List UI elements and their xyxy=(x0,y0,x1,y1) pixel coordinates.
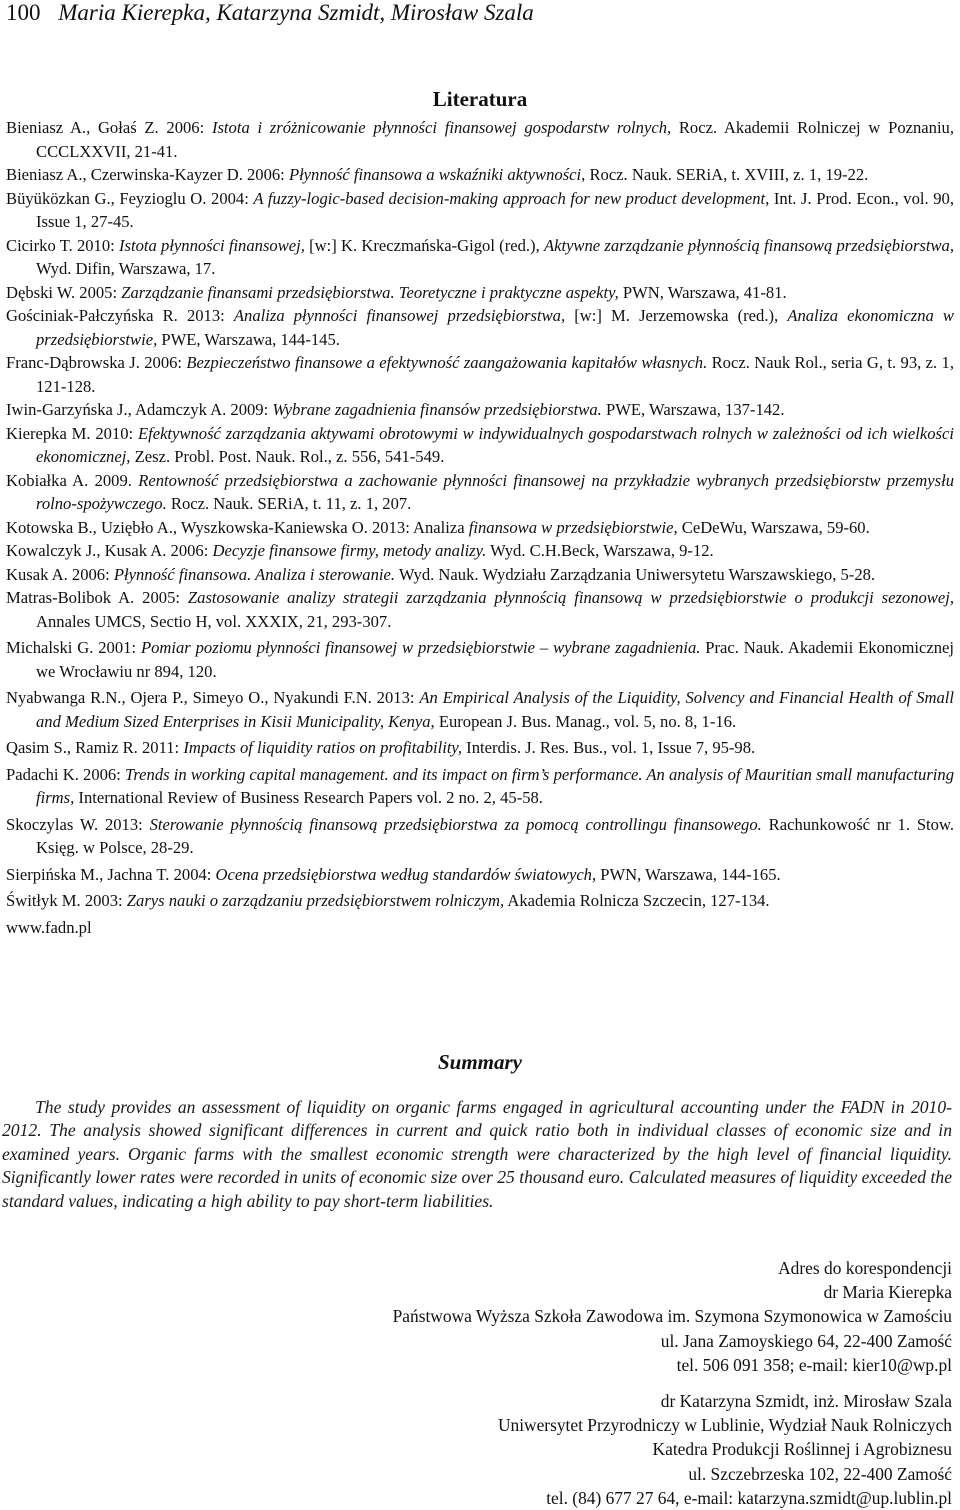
reference-details: International Review of Business Research Papers vol. 2 no. 2, 45-58. xyxy=(74,788,543,807)
reference-details: European J. Bus. Manag., vol. 5, no. 8, 1-16. xyxy=(434,711,737,731)
reference-title: Zastosowanie analizy strategii zarządzania płynnością finansową w przedsiębiorstwie o produkcji sezonowej, xyxy=(187,588,954,607)
reference-title: Analiza płynności finansowej przedsiębiorstwa, xyxy=(233,306,566,325)
address-line: Katedra Produkcji Roślinnej i Agrobiznesu xyxy=(652,1439,952,1460)
reference-title: Zarządzanie finansami przedsiębiorstwa. Teoretyczne i praktyczne aspekty, xyxy=(121,282,619,302)
reference-details: Annales UMCS, Sectio H, vol. XXXIX, 21, 293-307. xyxy=(36,611,392,631)
address-line: tel. (84) 677 27 64, e-mail: katarzyna.szmidt@up.lublin.pl xyxy=(546,1487,952,1508)
reference-title: Istota i zróżnicowanie płynności finansowej gospodarstw rolnych, xyxy=(211,118,672,137)
reference-details: PWE, Warszawa, 144-145. xyxy=(157,329,340,349)
reference-item xyxy=(6,763,954,810)
reference-item xyxy=(6,916,954,940)
reference-authors: Michalski G. 2001: xyxy=(6,638,141,657)
reference-item xyxy=(6,889,954,913)
reference-authors: Kotowska B., Uziębło A., Wyszkowska-Kaniewska O. 2013: Analiza xyxy=(6,517,469,537)
reference-title: Płynność finansowa a wskaźniki aktywności xyxy=(288,165,582,184)
reference-authors: www.fadn.pl xyxy=(6,917,92,937)
reference-title: Istota płynności finansowej, xyxy=(119,235,305,255)
address-line: dr Katarzyna Szmidt, inż. Mirosław Szala xyxy=(660,1391,952,1412)
reference-title: Pomiar poziomu płynności finansowej w przedsiębiorstwie – wybrane zagadnienia. xyxy=(140,638,701,657)
summary-heading: Summary xyxy=(437,1050,523,1074)
reference-item xyxy=(6,163,954,187)
reference-title: Analiza ekonomiczna w przedsiębiorstwie, xyxy=(36,306,955,349)
reference-item xyxy=(6,813,954,860)
reference-details: Prac. Nauk. Akademii Ekonomicznej we Wrocławiu nr 894, 120. xyxy=(36,638,955,681)
reference-details: Wyd. C.H.Beck, Warszawa, 9-12. xyxy=(486,541,714,560)
reference-authors: Skoczylas W. 2013: xyxy=(6,814,150,834)
reference-details: Rocz. Nauk. SERiA, t. 11, z. 1, 207. xyxy=(166,494,412,513)
reference-item xyxy=(6,351,954,398)
reference-title: Trends in working capital management. and its impact on firm’s performance. An analysis of Mauritian small manufacturing firms, xyxy=(36,764,955,807)
reference-authors: Franc-Dąbrowska J. 2006: xyxy=(6,353,187,372)
reference-title: Rentowność przedsiębiorstwa a zachowanie płynności finansowej na przykładzie wybranych przedsiębiorstw przemysłu rolno-spożywczego. xyxy=(36,470,954,513)
reference-item xyxy=(6,398,954,422)
reference-title: Ocena przedsiębiorstwa według standardów światowych, xyxy=(215,864,597,884)
reference-details: [w:] M. Jerzemowska (red.), xyxy=(565,306,788,325)
reference-title: Wybrane zagadnienia finansów przedsiębiorstwa. xyxy=(272,400,602,419)
reference-authors: Sierpińska M., Jachna T. 2004: xyxy=(6,864,216,884)
reference-authors: Büyüközkan G., Feyzioglu O. 2004: xyxy=(6,188,254,208)
reference-details: Interdis. J. Res. Bus., vol. 1, Issue 7, 95-98. xyxy=(462,738,756,757)
reference-details: Rocz. Nauk Rol., seria G, t. 93, z. 1, 121-128. xyxy=(36,353,954,396)
reference-authors: Świtłyk M. 2003: xyxy=(6,891,127,910)
reference-item xyxy=(6,736,954,760)
reference-item xyxy=(6,686,954,733)
reference-authors: Kusak A. 2006: xyxy=(6,564,114,584)
reference-details: Wyd. Difin, Warszawa, 17. xyxy=(36,259,216,278)
reference-item xyxy=(6,187,954,234)
reference-authors: Kierepka M. 2010: xyxy=(6,423,138,443)
reference-item xyxy=(6,281,954,305)
reference-authors: Bieniasz A., Czerwinska-Kayzer D. 2006: xyxy=(6,165,289,184)
reference-item xyxy=(6,422,954,469)
reference-authors: Padachi K. 2006: xyxy=(6,764,126,784)
running-header-authors: Maria Kierepka, Katarzyna Szmidt, Mirosław Szala xyxy=(58,0,534,25)
reference-title: finansowa w przedsiębiorstwie xyxy=(468,517,674,537)
reference-item xyxy=(6,469,954,516)
reference-item xyxy=(6,234,954,281)
address-line: ul. Jana Zamoyskiego 64, 22-400 Zamość xyxy=(660,1330,952,1351)
address-block-szmidt-szala xyxy=(393,1389,952,1510)
reference-authors: Kowalczyk J., Kusak A. 2006: xyxy=(6,541,213,560)
reference-details: Rachunkowość nr 1. Stow. Księg. w Polsce, 28-29. xyxy=(36,814,955,857)
address-line: ul. Szczebrzeska 102, 22-400 Zamość xyxy=(688,1463,952,1484)
reference-item xyxy=(6,636,954,683)
summary-paragraph: The study provides an assessment of liquidity on organic farms engaged in agricultural accounting under the FADN in 2010-2012. The analysis showed significant differences in current and quick ratio both in individual classes of economic size and in examined years. Organic farms with the smallest economic strength were characterized by the high level of financial liquidity. Significantly lower rates were recorded in units of economic size over 25 thousand euro. Calculated measures of liquidity exceeded the standard values, indicating a high ability to pay short-term liabilities. xyxy=(2,1097,952,1211)
reference-item xyxy=(6,863,954,887)
correspondence-address xyxy=(393,1256,952,1510)
reference-title: Efektywność zarządzania aktywami obrotowymi w indywidualnych gospodarstwach rolnych w zależności od ich wielkości ekonomicznej, xyxy=(36,423,954,466)
literatura-heading: Literatura xyxy=(432,87,528,111)
reference-details: Zesz. Probl. Post. Nauk. Rol., z. 556, 541-549. xyxy=(130,447,445,466)
reference-title: Aktywne zarządzanie płynnością finansową przedsiębiorstwa, xyxy=(543,235,955,255)
reference-item xyxy=(6,586,954,633)
reference-authors: Gościniak-Pałczyńska R. 2013: xyxy=(6,306,234,325)
reference-item xyxy=(6,539,954,563)
reference-title: Zarys nauki o zarządzaniu przedsiębiorstwem rolniczym, xyxy=(126,891,505,910)
reference-title: Impacts of liquidity ratios on profitability, xyxy=(183,738,463,757)
address-line: Adres do korespondencji xyxy=(778,1258,952,1278)
reference-details: , Rocz. Nauk. SERiA, t. XVIII, z. 1, 19-22. xyxy=(581,165,869,184)
address-line: tel. 506 091 358; e-mail: kier10@wp.pl xyxy=(676,1354,952,1375)
reference-details: , CeDeWu, Warszawa, 59-60. xyxy=(673,517,870,537)
reference-item xyxy=(6,116,954,163)
address-line: Państwowa Wyższa Szkoła Zawodowa im. Szymona Szymonowica w Zamościu xyxy=(392,1306,952,1327)
reference-details: [w:] K. Kreczmańska-Gigol (red.), xyxy=(304,235,544,255)
address-line: dr Maria Kierepka xyxy=(823,1282,952,1303)
reference-title: Płynność finansowa. Analiza i sterowanie. xyxy=(113,564,396,584)
reference-details: Rocz. Akademii Rolniczej w Poznaniu, CCCLXXVII, 21-41. xyxy=(36,118,955,161)
reference-title: Bezpieczeństwo finansowe a efektywność zaangażowania kapitałów własnych. xyxy=(186,353,708,372)
reference-title: Decyzje finansowe firmy, metody analizy. xyxy=(212,541,487,560)
reference-details: PWN, Warszawa, 41-81. xyxy=(618,282,787,302)
reference-details: PWN, Warszawa, 144-165. xyxy=(596,864,781,884)
reference-authors: Kobiałka A. 2009. xyxy=(6,470,139,490)
reference-details: Wyd. Nauk. Wydziału Zarządzania Uniwersytetu Warszawskiego, 5-28. xyxy=(395,564,876,584)
reference-title: An Empirical Analysis of the Liquidity, Solvency and Financial Health of Small and Medium Sized Enterprises in Kisii Municipality, Kenya, xyxy=(36,688,954,731)
address-block-kierepka xyxy=(393,1256,952,1377)
reference-list xyxy=(6,116,954,939)
address-line: Uniwersytet Przyrodniczy w Lublinie, Wydział Nauk Rolniczych xyxy=(497,1415,952,1436)
reference-title: Sterowanie płynnością finansową przedsiębiorstwa za pomocą controllingu finansowego. xyxy=(149,814,762,834)
reference-authors: Bieniasz A., Gołaś Z. 2006: xyxy=(6,118,212,137)
reference-authors: Matras-Bolibok A. 2005: xyxy=(6,588,188,607)
reference-authors: Dębski W. 2005: xyxy=(6,282,122,302)
reference-authors: Iwin-Garzyńska J., Adamczyk A. 2009: xyxy=(6,400,273,419)
reference-details: Akademia Rolnicza Szczecin, 127-134. xyxy=(504,891,770,910)
reference-title: A fuzzy-logic-based decision-making approach for new product development, xyxy=(253,188,770,208)
reference-details: Int. J. Prod. Econ., vol. 90, Issue 1, 27-45. xyxy=(36,188,954,231)
running-header xyxy=(6,0,534,26)
page-number: 100 xyxy=(6,0,41,25)
reference-item xyxy=(6,563,954,587)
reference-item xyxy=(6,304,954,351)
reference-details: PWE, Warszawa, 137-142. xyxy=(601,400,785,419)
reference-item xyxy=(6,516,954,540)
reference-authors: Nyabwanga R.N., Ojera P., Simeyo O., Nyakundi F.N. 2013: xyxy=(6,688,420,707)
reference-authors: Qasim S., Ramiz R. 2011: xyxy=(6,738,184,757)
reference-authors: Cicirko T. 2010: xyxy=(6,235,119,255)
